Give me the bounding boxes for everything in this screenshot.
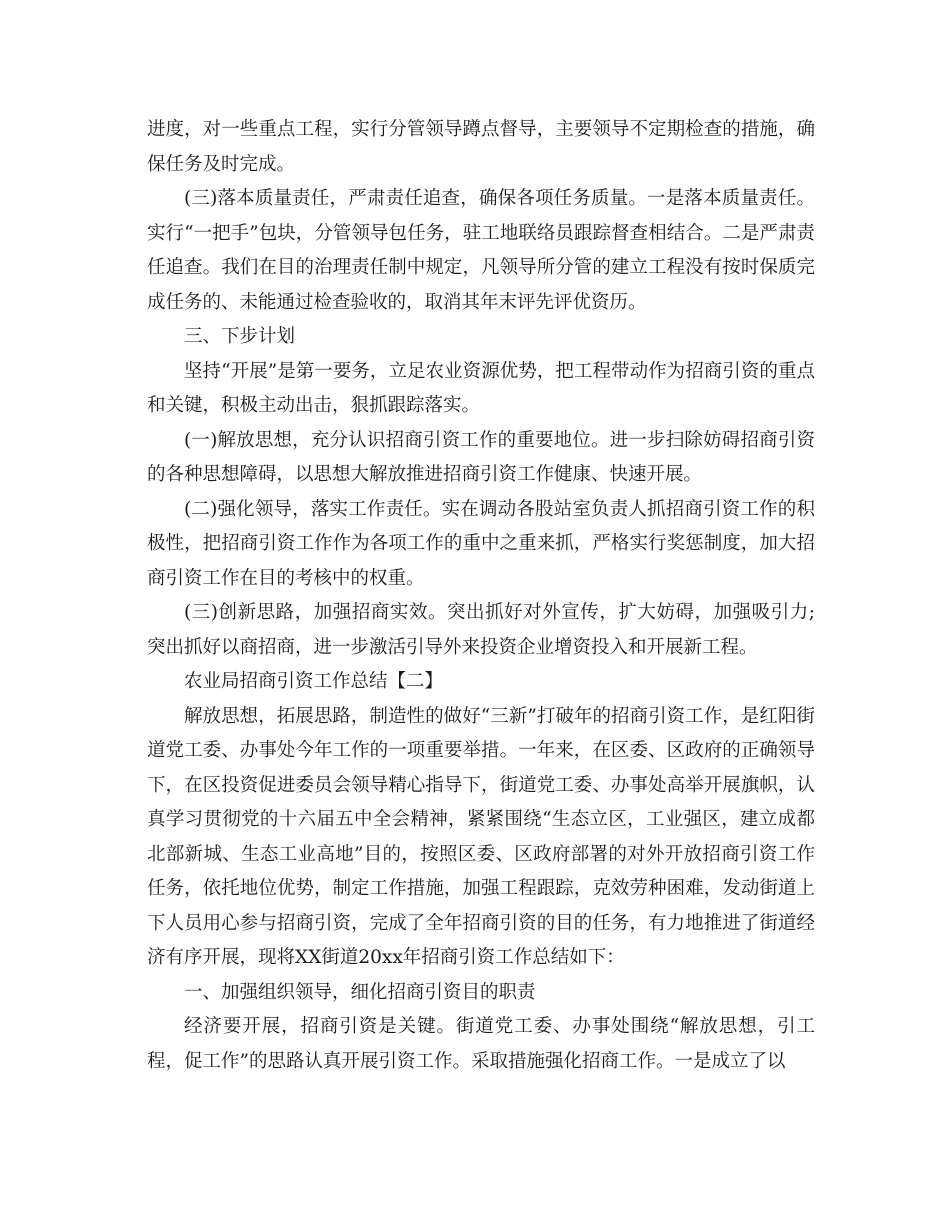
article-title: 农业局招商引资工作总结【二】: [184, 671, 444, 692]
paragraph: 解放思想，拓展思路，制造性的做好“三新”打破年的招商引资工作，是红阳街道党工委、办事处今年工作的一项重要举措。一年来，在区委、区政府的正确领导下，在区投资促进委员会领导精心指导下，街道党工委、办事处高举开展旗帜，认真学习贯彻党的十六届五中全会精神，紧紧围绕“生态立区，工业强区，建立成都北部新城、生态工业高地”目的，按照区委、区政府部署的对外开放招商引资工作任务，依托地位优势，制定工作措施，加强工程跟踪，克效劳种困难，发动街道上下人员用心参与招商引资，完成了全年招商引资的目的任务，有力地推进了街道经济有序开展，现将XX街道20xx年招商引资工作总结如下：: [147, 705, 815, 968]
paragraph: 坚持“开展”是第一要务，立足农业资源优势，把工程带动作为招商引资的重点和关键，积极主动出击，狠抓跟踪落实。: [147, 360, 815, 416]
paragraph: (三)创新思路，加强招商实效。突出抓好对外宣传，扩大妨碍，加强吸引力;突出抓好以商招商，进一步激活引导外来投资企业增资投入和开展新工程。: [147, 602, 815, 658]
paragraph: 经济要开展，招商引资是关键。街道党工委、办事处围绕“解放思想，引工程，促工作”的思路认真开展引资工作。采取措施强化招商工作。一是成立了以: [147, 1016, 815, 1072]
document-body: [147, 113, 815, 1079]
paragraph: (二)强化领导，落实工作责任。实在调动各股站室负责人抓招商引资工作的积极性，把招商引资工作作为各项工作的重中之重来抓，严格实行奖惩制度，加大招商引资工作在目的考核中的权重。: [147, 498, 815, 589]
paragraph: 进度，对一些重点工程，实行分管领导蹲点督导，主要领导不定期检查的措施，确保任务及时完成。: [147, 119, 815, 175]
paragraph: (三)落本质量责任，严肃责任追查，确保各项任务质量。一是落本质量责任。实行“一把手”包块，分管领导包任务，驻工地联络员跟踪督查相结合。二是严肃责任追查。我们在目的治理责任制中规定，凡领导所分管的建立工程没有按时保质完成任务的、未能通过检查验收的，取消其年末评先评优资历。: [147, 188, 815, 313]
paragraph: (一)解放思想，充分认识招商引资工作的重要地位。进一步扫除妨碍招商引资的各种思想障碍，以思想大解放推进招商引资工作健康、快速开展。: [147, 429, 815, 485]
section-heading: 一、加强组织领导，细化招商引资目的职责: [184, 981, 536, 1003]
section-heading: 三、下步计划: [184, 326, 296, 347]
